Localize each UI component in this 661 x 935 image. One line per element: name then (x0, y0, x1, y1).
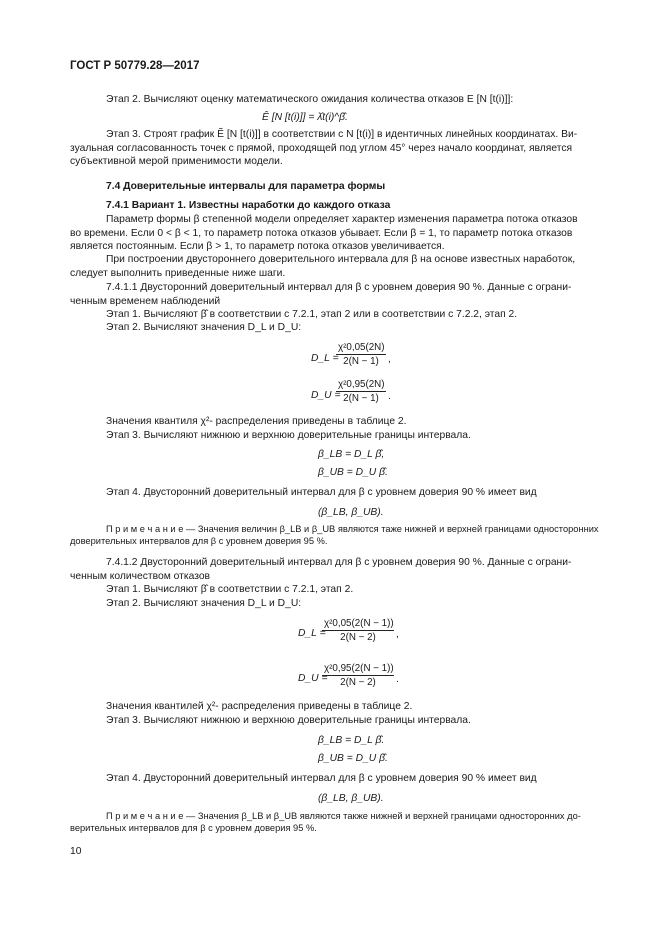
a-dl-fraction (336, 341, 386, 369)
a-step3: Этап 3. Вычисляют нижнюю и верхнюю доверительные границы интервала. (106, 430, 471, 441)
b-du-period: . (396, 674, 399, 685)
a-du-denominator: 2(N − 1) (343, 393, 379, 404)
b-interval: (β_LB, β_UB). (318, 793, 384, 804)
a-step4: Этап 4. Двусторонний доверительный интервал для β с уровнем доверия 90 % имеет вид (106, 487, 537, 498)
a-dl-denominator: 2(N − 1) (343, 356, 379, 367)
step2-estimate: Этап 2. Вычисляют оценку математического ожидания количества отказов E [N [t(i)]]: (106, 94, 514, 105)
b-du-label: D_U = (298, 673, 328, 684)
a-quantile-note: Значения квантиля χ²- распределения приведены в таблице 2. (106, 416, 407, 427)
document-header: ГОСТ Р 50779.28—2017 (70, 60, 200, 72)
b-dl-numerator: χ²0,05(2(N − 1)) (324, 618, 394, 629)
a-note: П р и м е ч а н и е — Значения величин β_LB и β_UB являются таже нижней и верхней границами односторонних доверительных интервалов для β с уровнем доверия 95 %. (70, 524, 599, 546)
a-dl-comma: , (388, 354, 391, 365)
b-step4: Этап 4. Двусторонний доверительный интервал для β с уровнем доверия 90 % имеет вид (106, 773, 537, 784)
para-7-4-1-2: 7.4.1.2 Двусторонний доверительный интервал для β с уровнем доверия 90 %. Данные с ограни- ченным количеством отказов (70, 557, 572, 582)
b-dl-comma: , (396, 629, 399, 640)
para-shape-parameter: Параметр формы β степенной модели определяет характер изменения параметра потока отказов во времени. Если 0 < β < 1, то параметр потока отказов убывает. Если β = 1, то параметр потока отказов является постоянным. Если β > 1, то параметр потока отказов увеличивается. (70, 214, 578, 253)
para-build-interval: При построении двустороннего доверительного интервала для β на основе известных наработок, следует выполнить приведенные ниже шаги. (70, 254, 576, 279)
a-du-label: D_U = (311, 390, 341, 401)
b-dl-label: D_L = (298, 628, 326, 639)
b-du-fraction (322, 662, 394, 690)
a-step1: Этап 1. Вычисляют β̂ в соответствии с 7.2.1, этап 2 или в соответствии с 7.2.2, этап 2. (106, 309, 518, 320)
b-note: П р и м е ч а н и е — Значения β_LB и β_UB являются также нижней и верхней границами односторонних до- верительных интервалов для β с уровнем доверия 95 %. (70, 811, 581, 833)
b-dl-denominator: 2(N − 2) (340, 632, 376, 643)
a-dl-numerator: χ²0,05(2N) (338, 342, 385, 353)
section-7-4-1-heading: 7.4.1 Вариант 1. Известны наработки до каждого отказа (106, 200, 391, 211)
b-quantile-note: Значения квантилей χ²- распределения приведены в таблице 2. (106, 701, 413, 712)
a-du-fraction (336, 378, 386, 406)
b-step1: Этап 1. Вычисляют β̂ в соответствии с 7.2.1, этап 2. (106, 584, 354, 595)
section-7-4-heading: 7.4 Доверительные интервалы для параметра формы (106, 181, 386, 192)
b-step2: Этап 2. Вычисляют значения D_L и D_U: (106, 598, 302, 609)
b-beta-lb: β_LB = D_L β̂. (318, 735, 385, 746)
b-dl-fraction (322, 617, 394, 645)
b-du-numerator: χ²0,95(2(N − 1)) (324, 663, 394, 674)
page-number: 10 (70, 846, 82, 857)
a-du-numerator: χ²0,95(2N) (338, 379, 385, 390)
a-dl-label: D_L = (311, 353, 339, 364)
formula-expectation: Ê [N [t(i)]] = λ̂t(i)^β̂. (262, 112, 348, 123)
b-beta-ub: β_UB = D_U β̂. (318, 753, 388, 764)
a-beta-ub: β_UB = D_U β̂. (318, 467, 388, 478)
a-step2: Этап 2. Вычисляют значения D_L и D_U: (106, 322, 302, 333)
a-interval: (β_LB, β_UB). (318, 507, 384, 518)
step3-graph: Этап 3. Строят график Ẽ [N [t(i)]] в соответствии с N [t(i)] в идентичных линейных координатах. Ви- зуальная согласованность точек с прямой, проходящей под углом 45° через начало координат, является субъективной мерой применимости модели. (70, 129, 578, 168)
a-du-period: . (388, 391, 391, 402)
b-step3: Этап 3. Вычисляют нижнюю и верхнюю доверительные границы интервала. (106, 715, 471, 726)
a-beta-lb: β_LB = D_L β̂, (318, 449, 385, 460)
para-7-4-1-1: 7.4.1.1 Двусторонний доверительный интервал для β с уровнем доверия 90 %. Данные с ограни- ченным временем наблюдений (70, 282, 572, 307)
b-du-denominator: 2(N − 2) (340, 677, 376, 688)
